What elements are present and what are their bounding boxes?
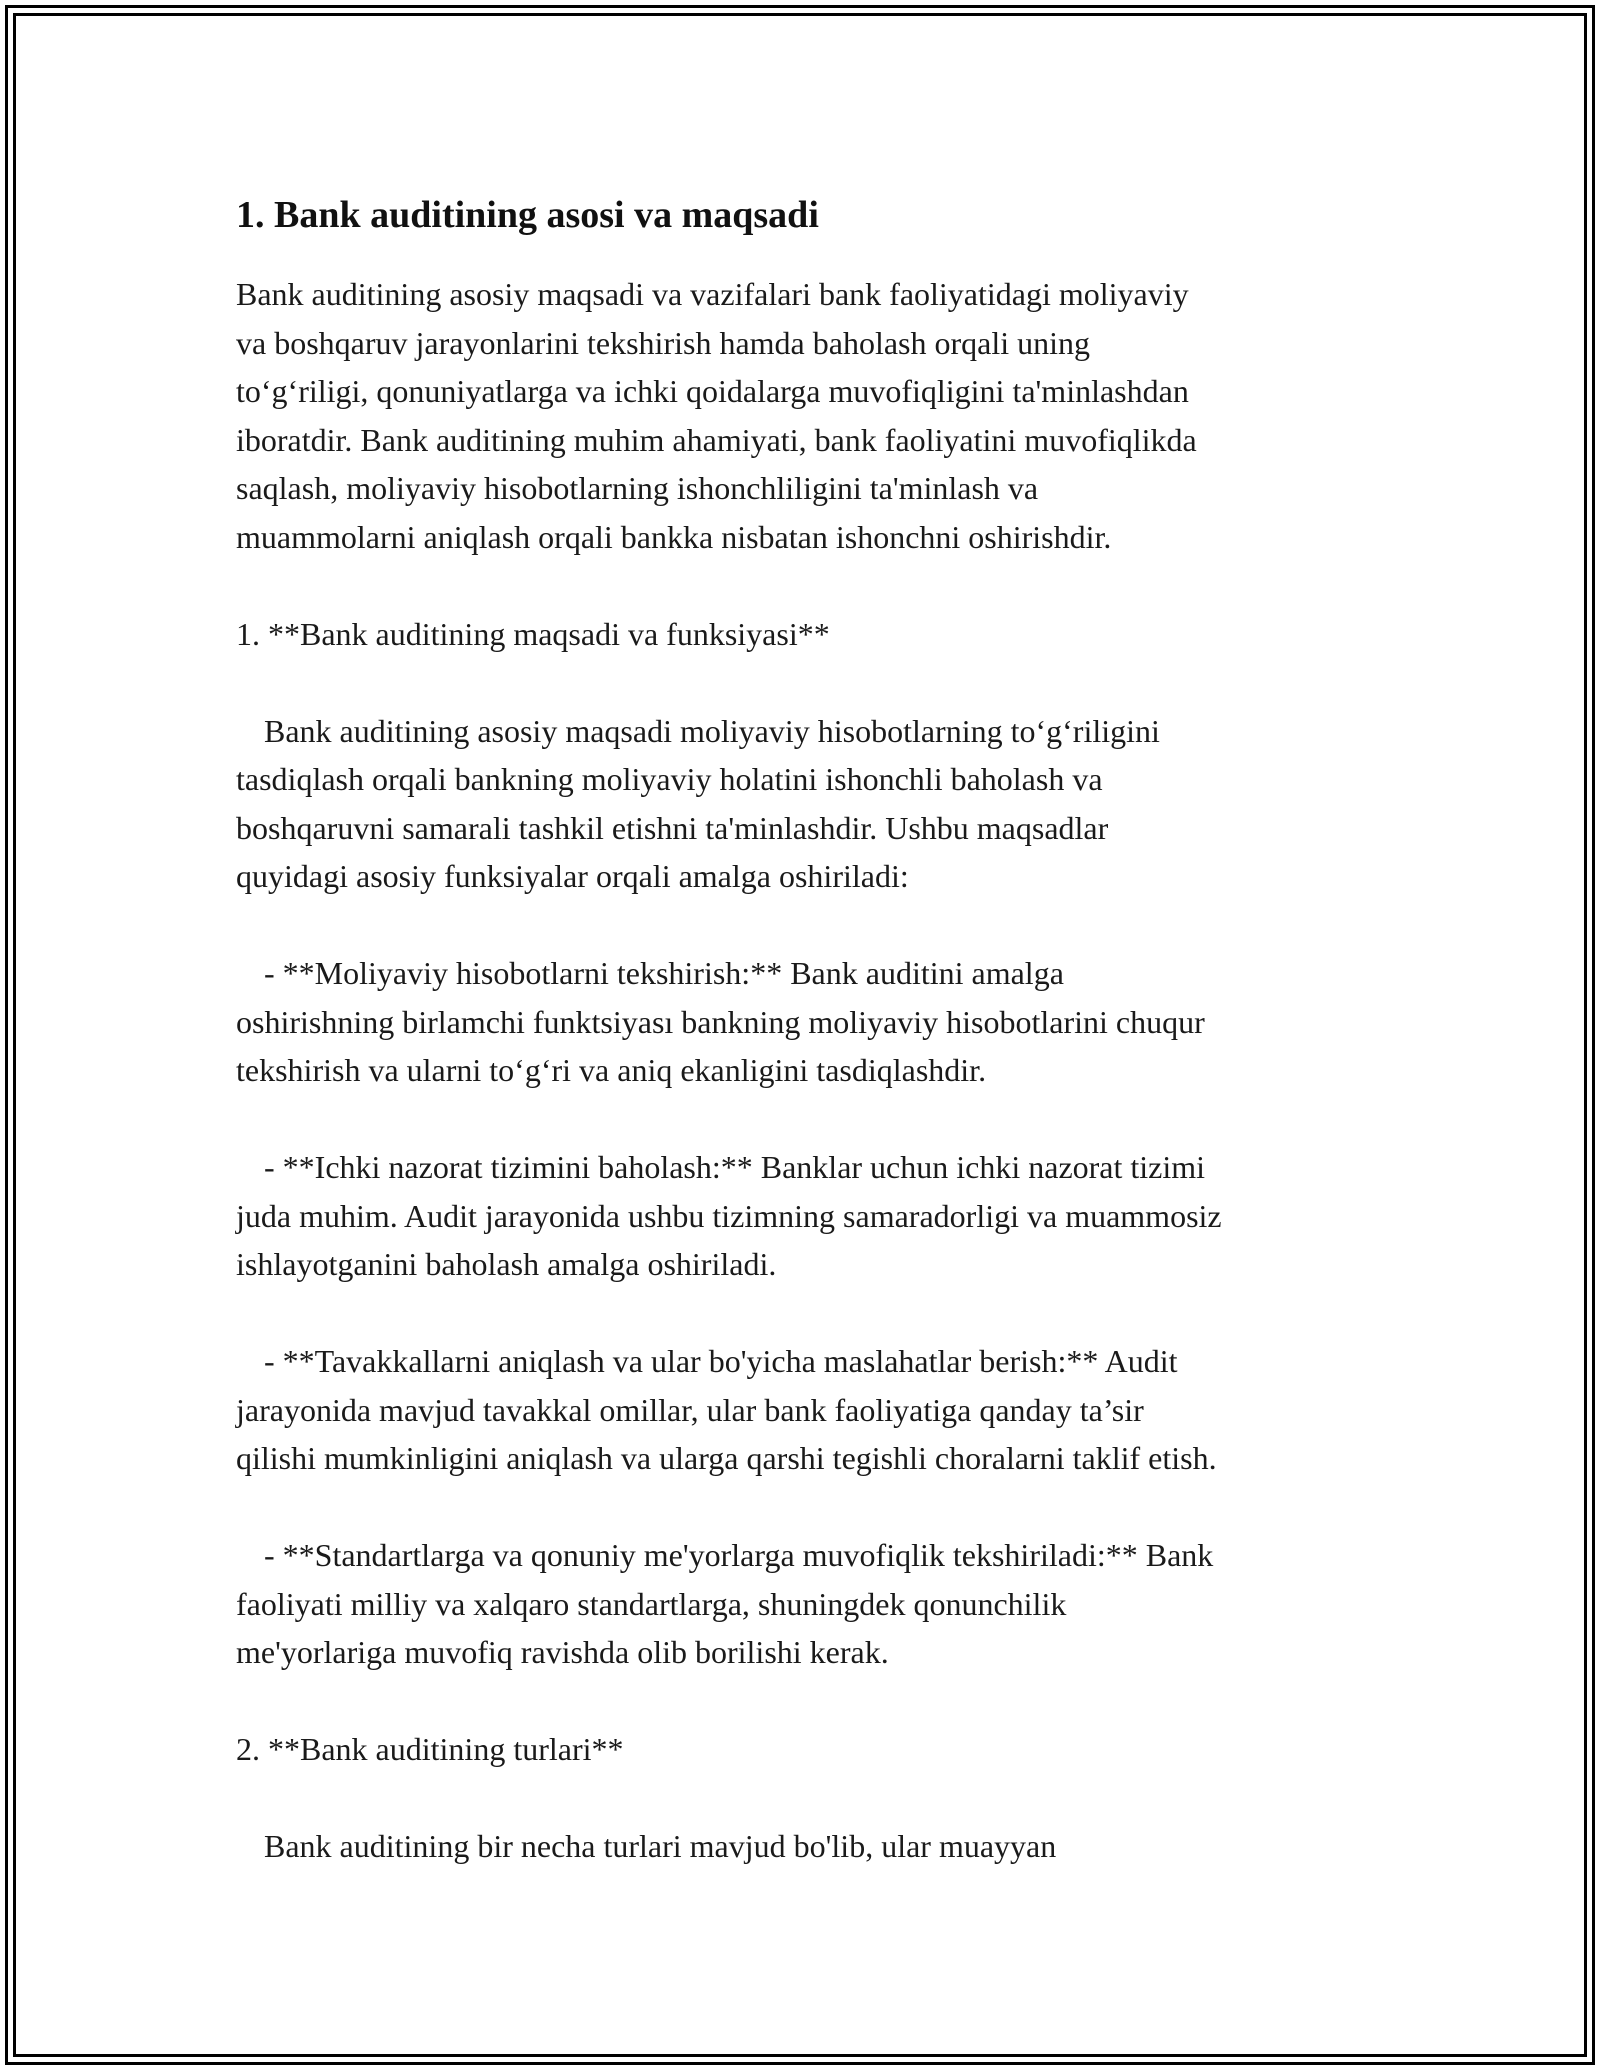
- bullet-item: [236, 1531, 1386, 1677]
- bullet-text: - **Tavakkallarni aniqlash va ular bo'yicha maslahatlar berish:** Audit jarayonida mavjud tavakkal omillar, ular bank faoliyatiga qanday ta’sir qilishi mumkinligini aniqlash va ularga qarshi tegishli choralarni taklif etish.: [236, 1343, 1217, 1476]
- section-2-heading: 2. **Bank auditining turlari**: [236, 1731, 624, 1767]
- bullet-item: [236, 1143, 1386, 1289]
- section-2-body-text: Bank auditining bir necha turlari mavjud bo'lib, ular muayyan: [264, 1828, 1057, 1864]
- document-title: 1. Bank auditining asosi va maqsadi: [236, 194, 819, 236]
- section-1-heading: 1. **Bank auditining maqsadi va funksiyasi**: [236, 615, 830, 652]
- bullet-item: [236, 949, 1386, 1095]
- bullet-text: - **Moliyaviy hisobotlarni tekshirish:** Bank auditini amalga oshirishning birlamchi funktsiyası bankning moliyaviy hisobotlarini chuqur tekshirish va ularni to‘g‘ri va aniq ekanligini tasdiqlashdir.: [236, 955, 1205, 1088]
- document-page: [236, 185, 1386, 1871]
- intro-paragraph: Bank auditining asosiy maqsadi va vazifalari bank faoliyatidagi moliyaviy va boshqaruv jarayonlarini tekshirish hamda baholash orqali uning to‘g‘riligi, qonuniyatlarga va ichki qoidalarga muvofiqligini ta'minlashdan iboratdir. Bank auditining muhim ahamiyati, bank faoliyatini muvofiqlikda saqlash, moliyaviy hisobotlarning ishonchliligini ta'minlash va muammolarni aniqlash orqali bankka nisbatan ishonchni oshirishdir.: [236, 276, 1197, 555]
- bullet-text: - **Ichki nazorat tizimini baholash:** Banklar uchun ichki nazorat tizimi juda muhim. Audit jarayonida ushbu tizimning samaradorligi va muammosiz ishlayotganini baholash amalga oshiriladi.: [236, 1149, 1222, 1282]
- bullet-item: [236, 1337, 1386, 1483]
- section-1-body: [236, 707, 1386, 901]
- section-1-body-text: Bank auditining asosiy maqsadi moliyaviy hisobotlarning to‘g‘riligini tasdiqlash orqali bankning moliyaviy holatini ishonchli baholash va boshqaruvni samarali tashkil etishni ta'minlashdir. Ushbu maqsadlar quyidagi asosiy funksiyalar orqali amalga oshiriladi:: [236, 712, 1160, 894]
- bullet-text: - **Standartlarga va qonuniy me'yorlarga muvofiqlik tekshiriladi:** Bank faoliyati milliy va xalqaro standartlarga, shuningdek qonunchilik me'yorlariga muvofiq ravishda olib borilishi kerak.: [236, 1537, 1214, 1670]
- section-2-body: [236, 1822, 1386, 1871]
